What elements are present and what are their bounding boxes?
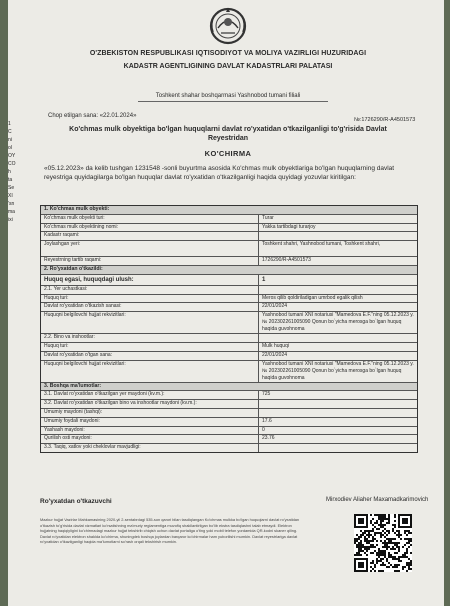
table-row: Ko'chmas mulk obyektining nomi: Yakka tartibdagi turarjoy xyxy=(41,223,417,232)
table-row: 2.2. Bino va inshootlar: xyxy=(41,333,417,342)
registrar-label: Ro'yxatdan o'tkazuvchi xyxy=(40,498,112,505)
table-row: 3.2. Davlat ro'yxatidan o'tkazilgan bino va inshootlar maydoni (kv.m.): xyxy=(41,399,417,408)
table-row: Joylashgan yeri: Toshkent shahri, Yashnobod tumani, Toshkent shahri, xyxy=(41,240,417,256)
table-row: Huquq turi: Mulk huquqi xyxy=(41,342,417,351)
table-row: Davlat ro'yxatidan o'tgan sana: 22/01/2024 xyxy=(41,351,417,360)
table-row: Umumiy maydoni (tashqi): xyxy=(41,408,417,417)
document-title-line1: Ko'chmas mulk obyektiga bo'lgan huquqlarni davlat ro'yxatidan o'tkazilganligi to'g'risida Davlat xyxy=(69,126,387,133)
header-chamber: KADASTR AGENTLIGINING DAVLAT KADASTRLARI PALATASI xyxy=(123,63,333,70)
header-ministry: O'ZBEKISTON RESPUBLIKASI IQTISODIYOT VA MOLIYA VAZIRLIGI HUZURIDAGI xyxy=(89,50,367,57)
section-header: 3. Boshqa ma'lumotlar: xyxy=(41,382,417,391)
section-header: 1. Ko'chmas mulk obyekti: xyxy=(41,206,417,214)
document-title-line2: Reyestridan xyxy=(207,135,249,142)
document-number: №:1726290/R-A4501573 xyxy=(354,117,416,123)
table-row: Kadastr raqami: xyxy=(41,231,417,240)
table-row: Davlat ro'yxatidan o'tkazish sanasi: 22/01/2024 xyxy=(41,302,417,311)
table-row: Umumiy foydali maydoni: 17.6 xyxy=(41,417,417,426)
table-row: Huquqni belgilovchi hujjat rekvizitlari: Yashnobod tumani XNI notariusi "Mamedova E.F."ning 05.12.2023 y. № 202302261005090 Qonun bo`yicha merosga bo`lgan huquq haqida guvohnoma xyxy=(41,311,417,333)
table-row: Huquq turi: Meros qilib qoldiriladigan umrbod egalik qilish xyxy=(41,294,417,303)
legal-footnote: Mazkur hujjat Vazirlar Mahkamasining 2020-yil 2-sentabrdagi 535-son qarori bilan tasdiqlangan Ko'chmas mulkka bo'lgan huquqlarni davlat ro'yxatidan o'tkazish to'g'risida davlat xizmatlari ko'rsatishning ma'muriy reglamentiga muvofiq shakllantirilgan bo'lib ekstra tasdiqlashni talab etmaydi. Elektron hujjatning haqiqiyligini ko'chirmadagi mazkur hujjat tekshirib chiqish uchun davlat portaliga o'ting yoki mobil telefon yordamida QR-kodni skaner qiling. Davlat ro'yxatidan elektron shaklda ko'chirma, shuningdek boshqa joylardan barqaror ko'chirmalar ham yuborilishi mumkin. Davlat reyestrlariga davlat ro'yxatidan o'tkazilganligi haqida ma'lumotlarni so'rash orqali tekshirish mumkin. xyxy=(40,517,300,545)
registry-table xyxy=(40,205,418,453)
document-title-extract: KO'CHIRMA xyxy=(204,149,252,158)
table-row: Ko'chmas mulk obyekti turi: Turar xyxy=(41,214,417,223)
table-row: Qurilish osti maydoni: 23.76 xyxy=(41,434,417,443)
branch-underline xyxy=(138,101,328,102)
table-row: Yashash maydoni: 0 xyxy=(41,426,417,435)
adjacent-page-strip: 1 C ni ol OY CO h ta Se XI 'sn ma ixi xyxy=(8,121,16,223)
table-row: 2.1. Yer uchastkasi: xyxy=(41,285,417,294)
table-row: 3.1. Davlat ro'yxatidan o'tkazilgan yer maydoni (kv.m.): 725 xyxy=(41,390,417,399)
table-row: Huquq egasi, huquqdagi ulush: 1 xyxy=(41,274,417,285)
table-row: Reyestrning tartib raqami: 1726290/R-A4501573 xyxy=(41,256,417,265)
table-row: Huquqni belgilovchi hujjat rekvizitlari: Yashnobod tumani XNI notariusi "Mamedova E.F."ning 05.12.2023 y. № 202302261005090 Qonun bo`yicha merosga bo`lgan huquq haqida guvohnoma xyxy=(41,360,417,382)
intro-paragraph: «05.12.2023» da kelib tushgan 1231548 -sonli buyurtma asosida Ko'chmas mulk obyektlariga bo'lgan huquqlarning davlat reyestriga quyidagilarga bo'lgan huquqlar davlat ro'yxatidan o'tkazilganligi haqida quyidagi yozuvlar kiritilgan: xyxy=(44,165,395,181)
table-row: 3.3. Taqiq, xatlov yoki cheklovlar mavjudligi: xyxy=(41,443,417,452)
registrar-name: Mirxodiev Aliaher Maxamadkarimovich xyxy=(326,497,429,503)
qr-code-icon[interactable] xyxy=(354,514,412,572)
print-date: Chop etilgan sana: «22.01.2024» xyxy=(48,113,137,119)
section-header: 2. Ro'yxatdan o'tkazildi: xyxy=(41,265,417,274)
state-emblem-icon xyxy=(206,6,250,46)
extract-document xyxy=(8,0,444,606)
header-branch: Toshkent shahar boshqarmasi Yashnobod tumani filiali xyxy=(155,93,301,99)
